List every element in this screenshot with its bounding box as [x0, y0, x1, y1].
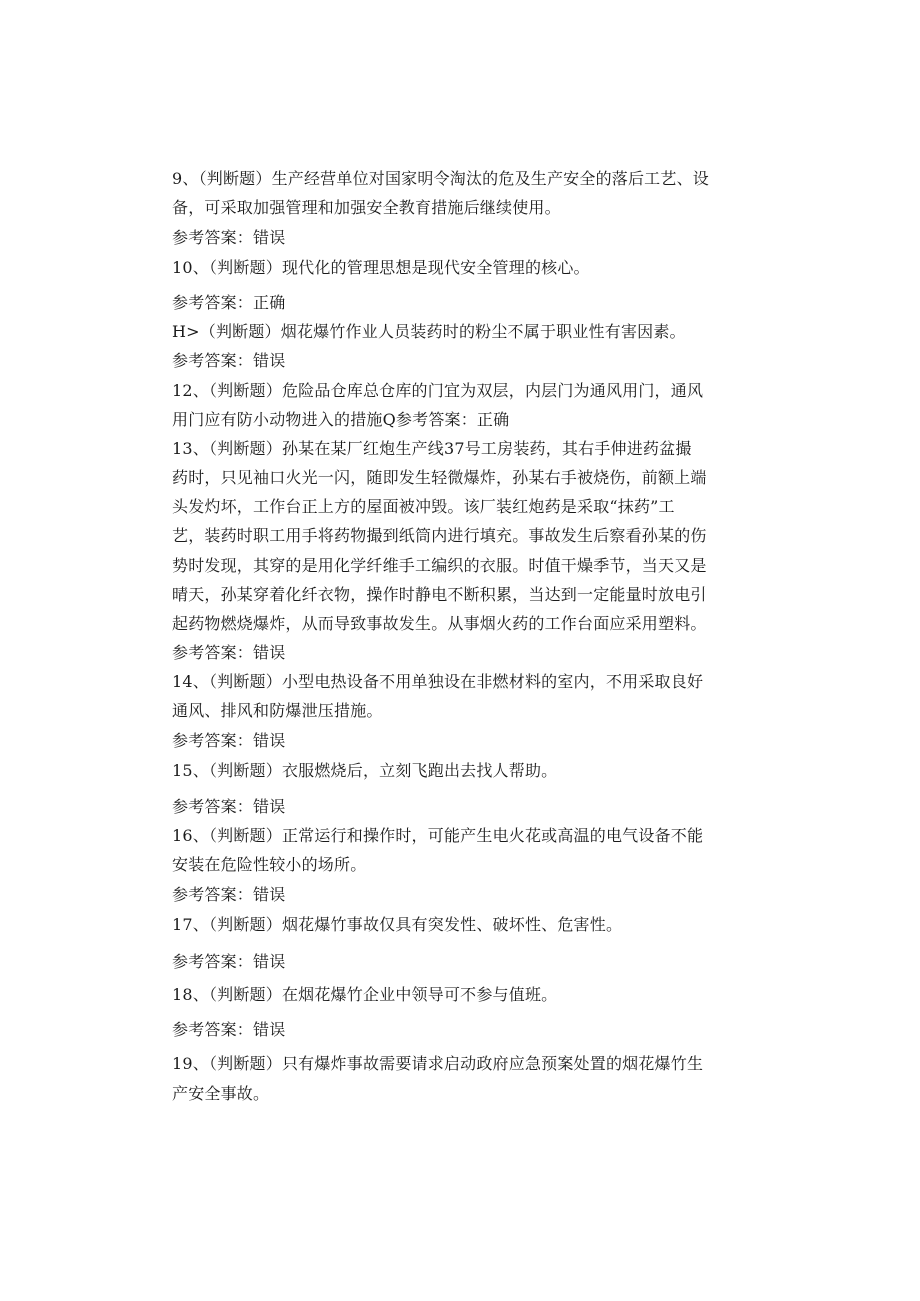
q15-answer: 参考答案：错误 [172, 797, 286, 816]
q13-text-line-7: 起药物燃烧爆炸，从而导致事故发生。从事烟火药的工作台面应采用塑料。 [172, 614, 707, 633]
q18-answer: 参考答案：错误 [172, 1020, 286, 1039]
q15-text-line-1: 15、（判断题）衣服燃烧后，立刻飞跑出去找人帮助。 [172, 761, 558, 780]
q12-text-line-1: 12、（判断题）危险品仓库总仓库的门宜为双层，内层门为通风用门，通风 [172, 381, 704, 400]
q9-text-line-1: 9、（判断题）生产经营单位对国家明令淘汰的危及生产安全的落后工艺、设 [172, 169, 709, 188]
q14-text-line-2: 通风、排风和防爆泄压措施。 [172, 701, 383, 720]
q9-text-line-2: 备，可采取加强管理和加强安全教育措施后继续使用。 [172, 198, 561, 217]
q13-text-line-1: 13、（判断题）孙某在某厂红炮生产线37号工房装药，其右手伸进药盆撮 [172, 439, 692, 458]
q11-answer: 参考答案：错误 [172, 351, 286, 370]
q13-text-line-2: 药时，只见袖口火光一闪，随即发生轻微爆炸，孙某右手被烧伤，前额上端 [172, 468, 707, 487]
q16-answer: 参考答案：错误 [172, 885, 286, 904]
q11-text-line-1: H>（判断题）烟花爆竹作业人员装药时的粉尘不属于职业性有害因素。 [172, 322, 686, 341]
q10-answer: 参考答案：正确 [172, 293, 286, 312]
q19-text-line-1: 19、（判断题）只有爆炸事故需要请求启动政府应急预案处置的烟花爆竹生 [172, 1054, 704, 1073]
q13-text-line-6: 晴天，孙某穿着化纤衣物，操作时静电不断积累，当达到一定能量时放电引 [172, 585, 707, 604]
q16-text-line-2: 安装在危险性较小的场所。 [172, 855, 367, 874]
q12-text-line-2: 用门应有防小动物进入的措施Q参考答案：正确 [172, 410, 510, 429]
q14-text-line-1: 14、（判断题）小型电热设备不用单独设在非燃材料的室内，不用采取良好 [172, 672, 704, 691]
q13-text-line-4: 艺，装药时职工用手将药物撮到纸筒内进行填充。事故发生后察看孙某的伤 [172, 526, 707, 545]
q13-answer: 参考答案：错误 [172, 643, 286, 662]
q17-text-line-1: 17、（判断题）烟花爆竹事故仅具有突发性、破坏性、危害性。 [172, 915, 623, 934]
q17-answer: 参考答案：错误 [172, 952, 286, 971]
q13-text-line-5: 势时发现，其穿的是用化学纤维手工编织的衣服。时值干燥季节，当天又是 [172, 556, 707, 575]
q13-text-line-3: 头发灼坏，工作台正上方的屋面被冲毁。该厂装红炮药是采取“抹药”工 [172, 497, 675, 516]
q16-text-line-1: 16、（判断题）正常运行和操作时，可能产生电火花或高温的电气设备不能 [172, 826, 704, 845]
q9-answer: 参考答案：错误 [172, 228, 286, 247]
q10-text-line-1: 10、（判断题）现代化的管理思想是现代安全管理的核心。 [172, 258, 590, 277]
q19-text-line-2: 产安全事故。 [172, 1084, 270, 1103]
q18-text-line-1: 18、（判断题）在烟花爆竹企业中领导可不参与值班。 [172, 985, 558, 1004]
q14-answer: 参考答案：错误 [172, 731, 286, 750]
